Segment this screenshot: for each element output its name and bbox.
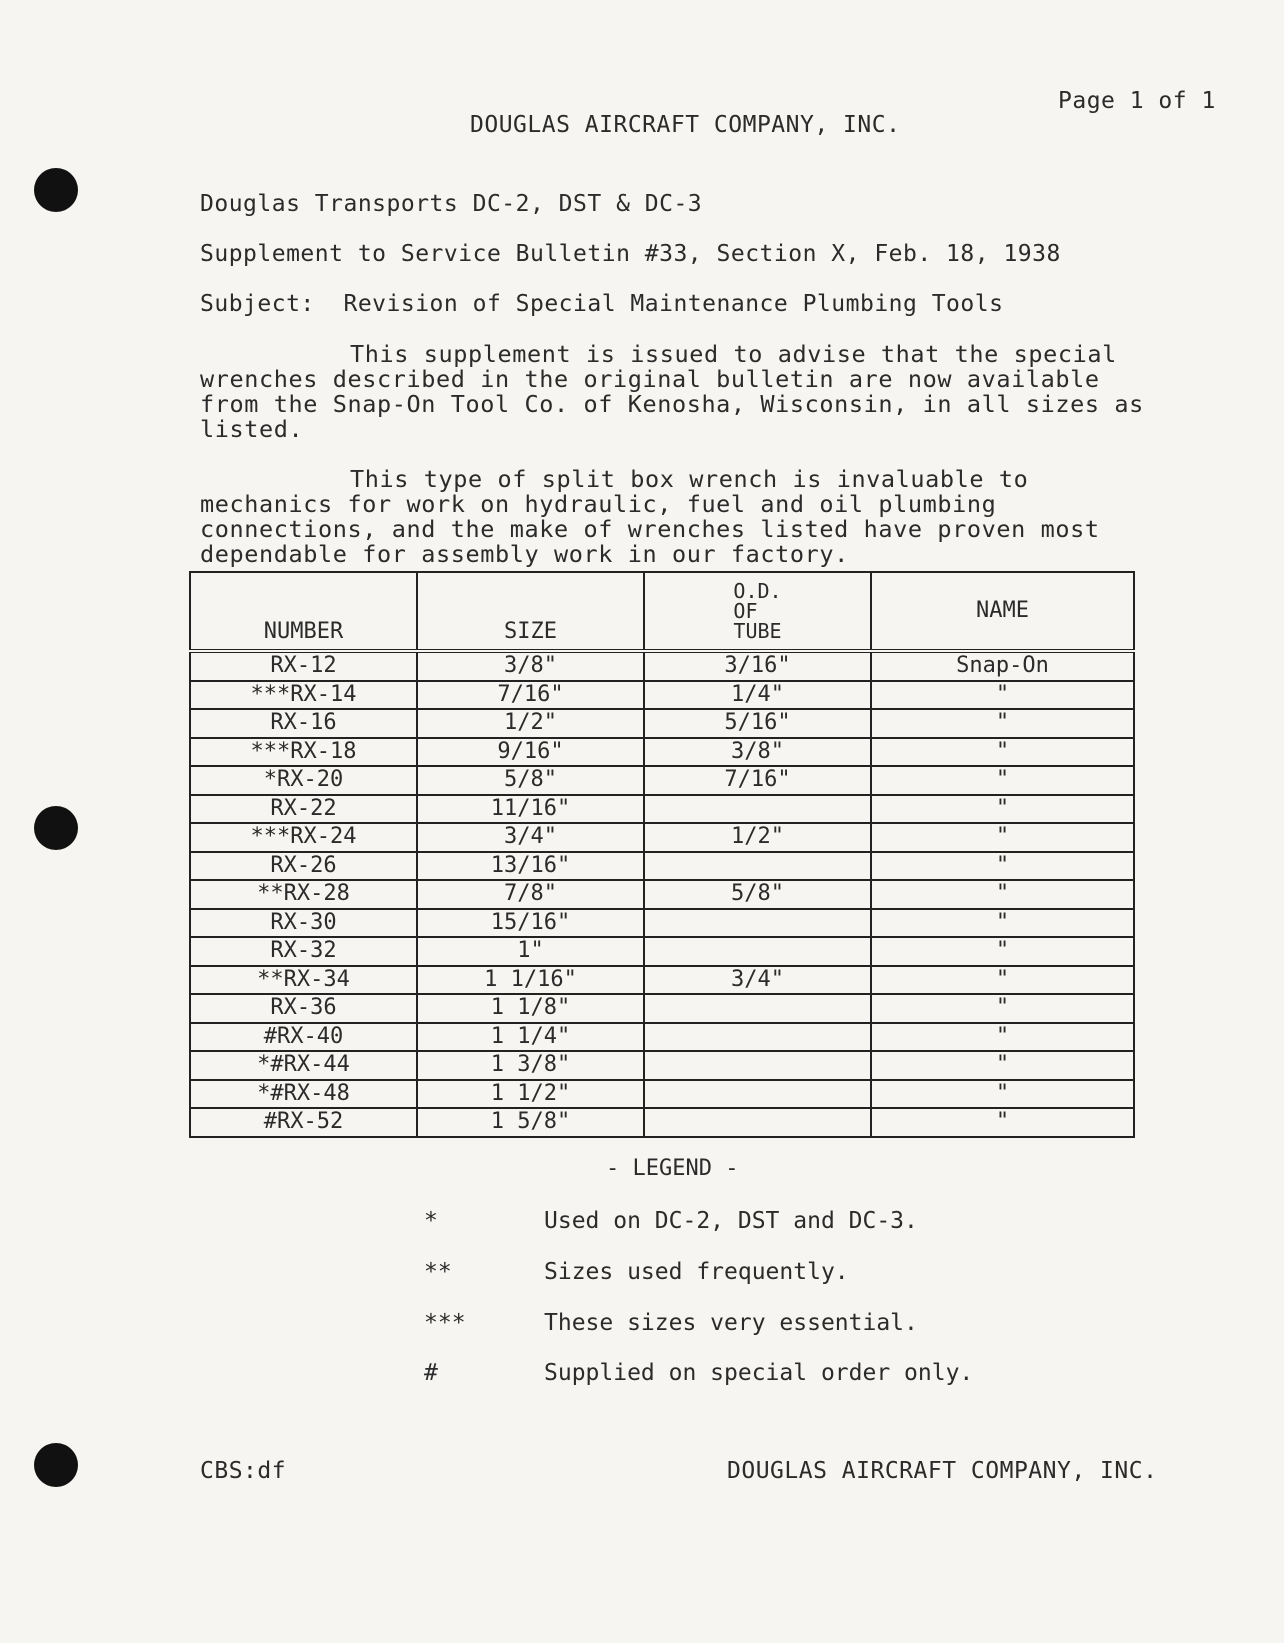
cell-od	[644, 1051, 871, 1080]
subject-line: Subject: Revision of Special Maintenance Plumbing Tools	[200, 291, 1004, 317]
cell-od	[644, 795, 871, 824]
cell-od: 7/16"	[644, 766, 871, 795]
transports-line: Douglas Transports DC-2, DST & DC-3	[200, 191, 703, 217]
legend-text: These sizes very essential.	[544, 1310, 918, 1336]
cell-number: ***RX-14	[190, 681, 417, 710]
table-row	[190, 1080, 1134, 1109]
legend-symbol: ***	[424, 1310, 466, 1336]
cell-size: 7/8"	[417, 880, 644, 909]
binder-hole-middle	[34, 806, 78, 850]
cell-od	[644, 852, 871, 881]
table-row	[190, 994, 1134, 1023]
cell-name: "	[871, 909, 1134, 938]
legend-text: Supplied on special order only.	[544, 1360, 974, 1386]
cell-number: RX-12	[190, 651, 417, 681]
cell-size: 1 1/2"	[417, 1080, 644, 1109]
table-row	[190, 738, 1134, 767]
cell-name: "	[871, 795, 1134, 824]
cell-size: 1 3/8"	[417, 1051, 644, 1080]
cell-od	[644, 937, 871, 966]
table-row	[190, 909, 1134, 938]
table-row	[190, 681, 1134, 710]
cell-od	[644, 1108, 871, 1137]
table-row	[190, 1051, 1134, 1080]
cell-number: RX-26	[190, 852, 417, 881]
cell-name: "	[871, 994, 1134, 1023]
header-size: SIZE	[417, 572, 644, 651]
legend-title: - LEGEND -	[606, 1156, 739, 1181]
cell-od	[644, 909, 871, 938]
cell-name: "	[871, 880, 1134, 909]
cell-od: 1/4"	[644, 681, 871, 710]
table-row	[190, 709, 1134, 738]
cell-number: ***RX-24	[190, 823, 417, 852]
cell-od: 1/2"	[644, 823, 871, 852]
cell-name: "	[871, 681, 1134, 710]
cell-number: *#RX-44	[190, 1051, 417, 1080]
header-od-line2: OF	[733, 599, 758, 623]
cell-number: #RX-40	[190, 1023, 417, 1052]
cell-size: 13/16"	[417, 852, 644, 881]
cell-od: 3/16"	[644, 651, 871, 681]
table-row	[190, 937, 1134, 966]
page-number: Page 1 of 1	[1058, 88, 1216, 114]
table-header-row	[190, 572, 1134, 651]
binder-hole-top	[34, 168, 78, 212]
table-row	[190, 880, 1134, 909]
header-number: NUMBER	[190, 572, 417, 651]
cell-number: RX-32	[190, 937, 417, 966]
cell-size: 1 1/4"	[417, 1023, 644, 1052]
cell-name: "	[871, 738, 1134, 767]
table-row	[190, 966, 1134, 995]
cell-name: "	[871, 766, 1134, 795]
cell-od: 3/4"	[644, 966, 871, 995]
cell-name: "	[871, 1080, 1134, 1109]
cell-number: **RX-28	[190, 880, 417, 909]
cell-number: *RX-20	[190, 766, 417, 795]
company-footer: DOUGLAS AIRCRAFT COMPANY, INC.	[727, 1458, 1158, 1484]
header-od-of-tube	[644, 572, 871, 651]
cell-name: "	[871, 823, 1134, 852]
cell-size: 3/4"	[417, 823, 644, 852]
table-row	[190, 1023, 1134, 1052]
header-od-line1: O.D.	[733, 579, 782, 603]
cell-name: "	[871, 937, 1134, 966]
cell-number: RX-16	[190, 709, 417, 738]
cell-number: RX-22	[190, 795, 417, 824]
cell-number: **RX-34	[190, 966, 417, 995]
supplement-line: Supplement to Service Bulletin #33, Section X, Feb. 18, 1938	[200, 241, 1061, 267]
table-row	[190, 651, 1134, 681]
paragraph-2	[200, 467, 1160, 567]
cell-size: 3/8"	[417, 651, 644, 681]
cell-od: 3/8"	[644, 738, 871, 767]
table-row	[190, 823, 1134, 852]
cell-size: 7/16"	[417, 681, 644, 710]
cell-od: 5/8"	[644, 880, 871, 909]
cell-od	[644, 1023, 871, 1052]
paragraph-1	[200, 342, 1160, 442]
cell-name: "	[871, 1108, 1134, 1137]
cell-name: "	[871, 966, 1134, 995]
legend-symbol: **	[424, 1259, 452, 1285]
table-row	[190, 1108, 1134, 1137]
cell-number: ***RX-18	[190, 738, 417, 767]
cell-od	[644, 1080, 871, 1109]
legend-text: Used on DC-2, DST and DC-3.	[544, 1208, 918, 1234]
legend-symbol: *	[424, 1208, 438, 1234]
legend-item	[424, 1259, 849, 1285]
cell-size: 1"	[417, 937, 644, 966]
binder-hole-bottom	[34, 1443, 78, 1487]
paragraph-2-text: This type of split box wrench is invaluable to mechanics for work on hydraulic, fuel and oil plumbing connections, and the make of wrenches listed have proven most dependable for assembly work in our factory.	[200, 465, 1100, 568]
cell-od: 5/16"	[644, 709, 871, 738]
cell-size: 15/16"	[417, 909, 644, 938]
cell-size: 1 1/8"	[417, 994, 644, 1023]
cell-size: 11/16"	[417, 795, 644, 824]
cell-name: "	[871, 852, 1134, 881]
header-od-line3: TUBE	[733, 619, 782, 643]
wrench-table	[189, 571, 1135, 1138]
typist-initials: CBS:df	[200, 1458, 287, 1484]
cell-name: Snap-On	[871, 651, 1134, 681]
cell-number: RX-36	[190, 994, 417, 1023]
cell-number: *#RX-48	[190, 1080, 417, 1109]
legend-item	[424, 1208, 918, 1234]
header-name: NAME	[871, 572, 1134, 651]
cell-name: "	[871, 1023, 1134, 1052]
legend-item	[424, 1310, 918, 1336]
legend-text: Sizes used frequently.	[544, 1259, 849, 1285]
legend-symbol: #	[424, 1360, 438, 1386]
table-row	[190, 766, 1134, 795]
cell-size: 9/16"	[417, 738, 644, 767]
table-row	[190, 852, 1134, 881]
table-row	[190, 795, 1134, 824]
cell-size: 1/2"	[417, 709, 644, 738]
cell-size: 1 5/8"	[417, 1108, 644, 1137]
cell-name: "	[871, 1051, 1134, 1080]
cell-number: RX-30	[190, 909, 417, 938]
paragraph-1-text: This supplement is issued to advise that the special wrenches described in the original bulletin are now available from the Snap-On Tool Co. of Kenosha, Wisconsin, in all sizes as listed.	[200, 340, 1144, 443]
legend-item	[424, 1360, 973, 1386]
cell-number: #RX-52	[190, 1108, 417, 1137]
cell-size: 1 1/16"	[417, 966, 644, 995]
company-header: DOUGLAS AIRCRAFT COMPANY, INC.	[470, 112, 901, 138]
cell-name: "	[871, 709, 1134, 738]
cell-size: 5/8"	[417, 766, 644, 795]
cell-od	[644, 994, 871, 1023]
